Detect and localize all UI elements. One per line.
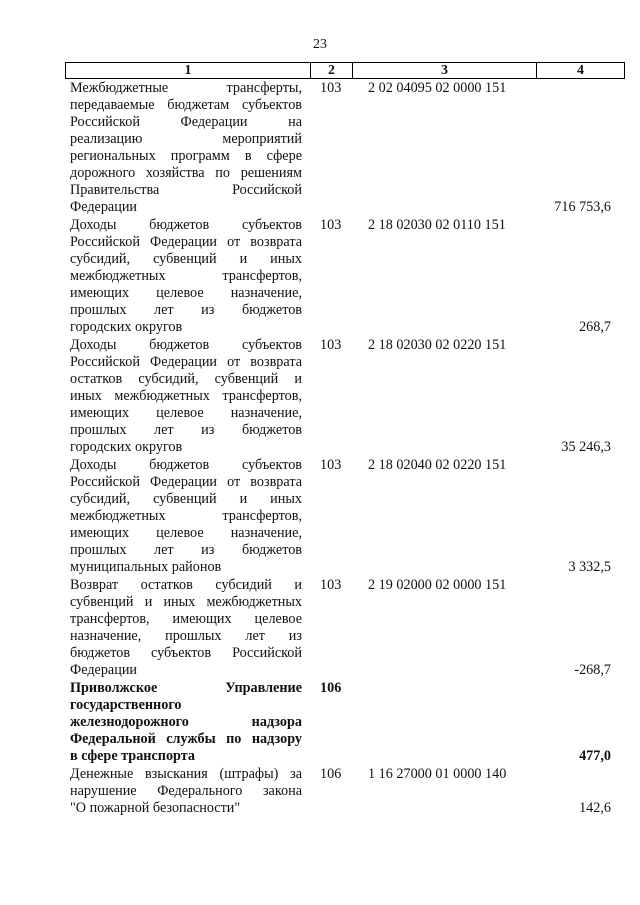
description-line: государственного <box>70 697 182 713</box>
row-amount: 35 246,3 <box>561 439 611 455</box>
row-budget-code: 2 19 02000 02 0000 151 <box>368 577 507 593</box>
description-line: имеющих целевое назначение, <box>70 405 302 421</box>
row-description <box>70 457 302 576</box>
description-line: Доходы бюджетов субъектов <box>70 337 302 353</box>
column-header-2: 2 <box>311 63 353 78</box>
description-line: прошлых лет из бюджетов <box>70 422 302 438</box>
row-amount: 477,0 <box>579 748 611 764</box>
row-budget-code: 2 18 02030 02 0110 151 <box>368 217 506 233</box>
description-line: назначение, прошлых лет из <box>70 628 302 644</box>
row-admin-code: 106 <box>320 680 342 696</box>
description-line: городских округов <box>70 319 183 335</box>
row-amount: 3 332,5 <box>568 559 611 575</box>
row-description <box>70 337 302 456</box>
description-line: прошлых лет из бюджетов <box>70 302 302 318</box>
description-line: реализацию мероприятий <box>70 131 302 147</box>
row-budget-code: 1 16 27000 01 0000 140 <box>368 766 507 782</box>
table-row <box>0 577 640 680</box>
row-description <box>70 577 302 679</box>
description-line: железнодорожного надзора <box>70 714 302 730</box>
description-line: "О пожарной безопасности" <box>70 800 241 816</box>
row-admin-code: 103 <box>320 217 342 233</box>
table-row <box>0 457 640 577</box>
row-description <box>70 217 302 336</box>
table-row <box>0 80 640 217</box>
row-admin-code: 103 <box>320 80 342 96</box>
description-line: региональных программ в сфере <box>70 148 302 164</box>
description-line: передаваемые бюджетам субъектов <box>70 97 302 113</box>
row-description <box>70 80 302 216</box>
description-line: Российской Федерации от возврата <box>70 474 302 490</box>
table-row <box>0 680 640 766</box>
row-budget-code: 2 18 02030 02 0220 151 <box>368 337 507 353</box>
description-line: Российской Федерации на <box>70 114 302 130</box>
table-body <box>0 80 640 818</box>
description-line: имеющих целевое назначение, <box>70 525 302 541</box>
description-line: Денежные взыскания (штрафы) за <box>70 766 302 782</box>
row-amount: -268,7 <box>574 662 611 678</box>
description-line: Федеральной службы по надзору <box>70 731 302 747</box>
row-description <box>70 766 302 817</box>
description-line: в сфере транспорта <box>70 748 195 764</box>
table-header-row <box>65 62 625 79</box>
row-admin-code: 103 <box>320 577 342 593</box>
table-row <box>0 337 640 457</box>
table-row <box>0 217 640 337</box>
description-line: Возврат остатков субсидий и <box>70 577 302 593</box>
description-line: Правительства Российской <box>70 182 302 198</box>
description-line: бюджетов субъектов Российской <box>70 645 302 661</box>
row-budget-code: 2 18 02040 02 0220 151 <box>368 457 507 473</box>
description-line: Российской Федерации от возврата <box>70 354 302 370</box>
column-header-1: 1 <box>66 63 311 78</box>
row-description <box>70 680 302 765</box>
description-line: субвенций и иных межбюджетных <box>70 594 302 610</box>
row-budget-code: 2 02 04095 02 0000 151 <box>368 80 507 96</box>
table-row <box>0 766 640 818</box>
description-line: межбюджетных трансфертов, <box>70 268 302 284</box>
description-line: Доходы бюджетов субъектов <box>70 217 302 233</box>
description-line: городских округов <box>70 439 183 455</box>
row-amount: 716 753,6 <box>554 199 611 215</box>
description-line: Российской Федерации от возврата <box>70 234 302 250</box>
row-amount: 142,6 <box>579 800 611 816</box>
description-line: остатков субсидий, субвенций и <box>70 371 302 387</box>
page-number: 23 <box>313 37 327 52</box>
description-line: субсидий, субвенций и иных <box>70 491 302 507</box>
description-line: Приволжское Управление <box>70 680 302 696</box>
row-admin-code: 106 <box>320 766 342 782</box>
description-line: субсидий, субвенций и иных <box>70 251 302 267</box>
description-line: Федерации <box>70 662 138 678</box>
row-admin-code: 103 <box>320 457 342 473</box>
description-line: Доходы бюджетов субъектов <box>70 457 302 473</box>
description-line: нарушение Федерального закона <box>70 783 302 799</box>
description-line: трансфертов, имеющих целевое <box>70 611 302 627</box>
description-line: прошлых лет из бюджетов <box>70 542 302 558</box>
description-line: Федерации <box>70 199 138 215</box>
description-line: межбюджетных трансфертов, <box>70 508 302 524</box>
row-amount: 268,7 <box>579 319 611 335</box>
description-line: дорожного хозяйства по решениям <box>70 165 302 181</box>
row-admin-code: 103 <box>320 337 342 353</box>
column-header-4: 4 <box>577 63 584 78</box>
description-line: имеющих целевое назначение, <box>70 285 302 301</box>
description-line: Межбюджетные трансферты, <box>70 80 302 96</box>
column-header-3: 3 <box>353 63 537 78</box>
description-line: муниципальных районов <box>70 559 222 575</box>
description-line: иных межбюджетных трансфертов, <box>70 388 302 404</box>
